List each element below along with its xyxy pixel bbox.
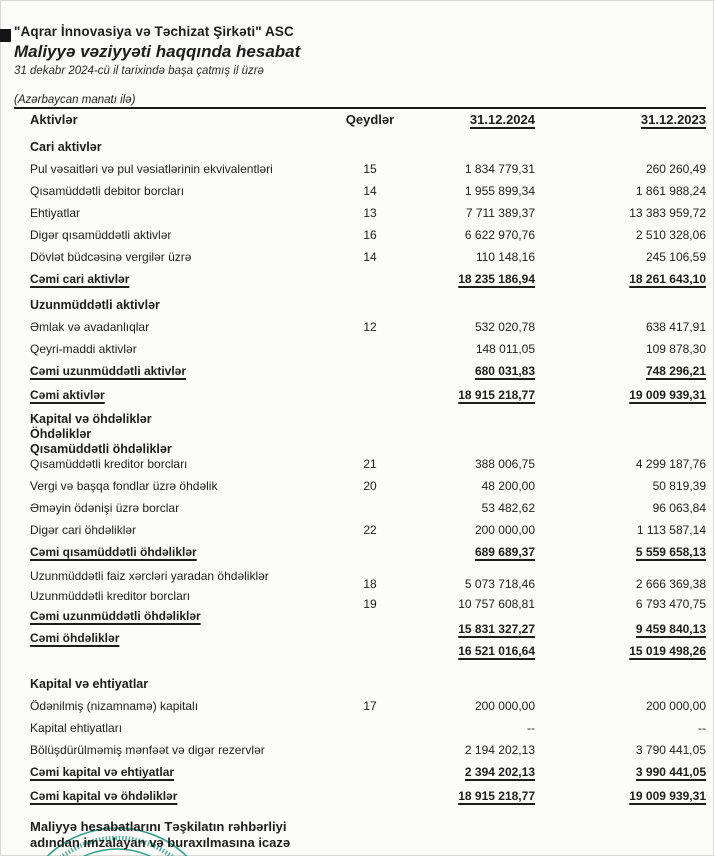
- row-value-2024: 18 915 218,77: [458, 388, 535, 402]
- row-label: Ödənilmiş (nizamnamə) kapitalı: [30, 699, 199, 713]
- row-label: Digər cari öhdəliklər: [30, 523, 137, 537]
- row-value-2023: 13 383 959,72: [629, 206, 706, 220]
- column-header-2024: 31.12.2024: [469, 112, 535, 127]
- row-note: 14: [363, 250, 377, 264]
- table-row: [30, 206, 706, 228]
- row-note: 18: [363, 577, 377, 591]
- row-note: 16: [363, 228, 377, 242]
- row-value-2024: --: [527, 721, 535, 735]
- row-note: 12: [363, 320, 377, 334]
- header-rule: [14, 107, 706, 109]
- column-header-assets: Aktivlər: [30, 112, 78, 127]
- document-footer: [30, 819, 680, 851]
- row-note: 22: [363, 523, 377, 537]
- row-value-2023: 19 009 939,31: [629, 388, 706, 402]
- table-row: [30, 184, 706, 206]
- row-value-2023: 748 296,21: [645, 364, 706, 378]
- row-label: Kapital ehtiyatları: [30, 721, 123, 735]
- total-row: [30, 789, 706, 813]
- row-value-2023: 260 260,49: [645, 162, 706, 176]
- row-label: Bölüşdürülməmiş mənfəət və digər rezervlər: [30, 743, 265, 757]
- row-value-2023: 5 559 658,13: [635, 545, 706, 559]
- section-row: [30, 298, 706, 320]
- row-label: Kapital və öhdəliklər: [30, 412, 152, 426]
- table-row: [30, 721, 706, 743]
- section-row: [30, 140, 706, 162]
- row-value-2024: 18 235 186,94: [458, 272, 535, 286]
- row-note: 15: [363, 162, 377, 176]
- company-name: "Aqrar İnnovasiya və Təchizat Şirkəti" ASC: [14, 24, 294, 39]
- table-row: [30, 228, 706, 250]
- row-label: Əməyin ödənişi üzrə borclar: [30, 501, 180, 515]
- row-value-2024: 532 020,78: [474, 320, 535, 334]
- row-label: Uzunmüddətli faiz xərcləri yaradan öhdəliklər: [30, 569, 269, 583]
- row-value-2023: 3 990 441,05: [635, 765, 706, 779]
- row-label: Cəmi aktivlər: [30, 388, 105, 402]
- table-row: [30, 589, 706, 609]
- row-label: Vergi və başqa fondlar üzrə öhdəlik: [30, 479, 218, 493]
- column-header-2023: 31.12.2023: [640, 112, 706, 127]
- total-row: [30, 272, 706, 296]
- row-value-2024: 1 834 779,31: [464, 162, 535, 176]
- row-value-2024: 53 482,62: [481, 501, 535, 515]
- footer-note-line1: Maliyyə hesabatlarını Təşkilatın rəhbərliyi: [30, 819, 287, 834]
- currency-note: (Azərbaycan manatı ilə): [14, 94, 136, 106]
- row-value-2024: 200 000,00: [474, 523, 535, 537]
- table-body: [30, 140, 706, 813]
- document-header: [14, 24, 706, 109]
- row-value-2024: 689 689,37: [474, 545, 535, 559]
- row-value-2024: 2 394 202,13: [464, 765, 535, 779]
- total-row: [30, 364, 706, 388]
- row-value-2024: 6 622 970,76: [464, 228, 535, 242]
- table-header-row: [30, 112, 706, 138]
- total-row: [30, 545, 706, 569]
- table-row: [30, 250, 706, 272]
- row-value-2024: 16 521 016,64: [458, 644, 535, 658]
- row-value-2023: 96 063,84: [652, 501, 706, 515]
- report-title: Maliyyə vəziyyəti haqqında hesabat: [14, 42, 301, 61]
- row-label: Cəmi kapital və ehtiyatlar: [30, 765, 175, 779]
- row-value-2024: 1 955 899,34: [464, 184, 535, 198]
- row-value-2024: 200 000,00: [474, 699, 535, 713]
- row-value-2023: --: [698, 721, 706, 735]
- row-note: 20: [363, 479, 377, 493]
- row-value-2024: 15 831 327,27: [458, 622, 535, 636]
- row-value-2023: 15 019 498,26: [629, 644, 706, 658]
- section-row: [30, 427, 706, 442]
- table-row: [30, 501, 706, 523]
- balance-sheet-table: [30, 112, 706, 813]
- row-note: 21: [363, 457, 377, 471]
- row-label: Cəmi uzunmüddətli aktivlər: [30, 364, 187, 378]
- column-header-notes: Qeydlər: [345, 112, 395, 127]
- table-row: [30, 699, 706, 721]
- row-note: 19: [363, 597, 377, 611]
- row-label: Cəmi uzunmüddətli öhdəliklər: [30, 609, 201, 623]
- row-label: Qısamüddətli öhdəliklər: [30, 442, 172, 456]
- row-value-2023: 1 113 587,14: [636, 523, 706, 537]
- row-label: Cəmi öhdəliklər: [30, 631, 120, 645]
- row-value-2024: 680 031,83: [474, 364, 535, 378]
- section-row: [30, 677, 706, 699]
- row-value-2023: 9 459 840,13: [635, 622, 706, 636]
- row-value-2023: 638 417,91: [645, 320, 706, 334]
- scan-artifact: [0, 29, 11, 42]
- row-label: Digər qısamüddətli aktivlər: [30, 228, 172, 242]
- row-label: Dövlət büdcəsinə vergilər üzrə: [30, 250, 192, 264]
- row-value-2023: 2 510 328,06: [635, 228, 706, 242]
- row-value-2024: 48 200,00: [481, 479, 535, 493]
- table-row: [30, 342, 706, 364]
- row-note: 13: [363, 206, 377, 220]
- table-row: [30, 320, 706, 342]
- row-value-2024: 110 148,16: [475, 250, 535, 264]
- row-label: Pul vəsaitləri və pul vəsiatlərinin ekvivalentləri: [30, 162, 273, 176]
- row-note: 14: [363, 184, 377, 198]
- row-value-2023: 4 299 187,76: [635, 457, 706, 471]
- table-row: [30, 479, 706, 501]
- row-note: 17: [363, 699, 377, 713]
- total-row: [30, 388, 706, 412]
- row-value-2023: 18 261 643,10: [629, 272, 706, 286]
- row-label: Cəmi cari aktivlər: [30, 272, 130, 286]
- total-row: [30, 765, 706, 789]
- table-row: [30, 743, 706, 765]
- row-label: Kapital və ehtiyatlar: [30, 677, 149, 691]
- report-period: 31 dekabr 2024-cü il tarixində başa çatmış il üzrə: [14, 65, 264, 77]
- row-label: Qısamüddətli debitor borcları: [30, 184, 185, 198]
- section-row: [30, 442, 706, 457]
- row-label: Qeyri-maddi aktivlər: [30, 342, 137, 356]
- table-row: [30, 523, 706, 545]
- row-label: Qısamüddətli kreditor borcları: [30, 457, 188, 471]
- row-value-2023: 2 666 369,38: [635, 577, 706, 591]
- row-value-2023: 245 106,59: [645, 250, 706, 264]
- row-value-2024: 5 073 718,46: [464, 577, 535, 591]
- row-value-2023: 19 009 939,31: [629, 789, 706, 803]
- table-row: [30, 162, 706, 184]
- row-value-2024: 388 006,75: [474, 457, 535, 471]
- row-value-2023: 50 819,39: [652, 479, 706, 493]
- row-value-2024: 148 011,05: [475, 342, 535, 356]
- row-value-2023: 200 000,00: [645, 699, 706, 713]
- row-label: Cəmi kapital və öhdəliklər: [30, 789, 178, 803]
- row-label: Uzunmüddətli kreditor borcları: [30, 589, 191, 603]
- row-label: Cəmi qısamüddətli öhdəliklər: [30, 545, 197, 559]
- row-value-2023: 1 861 988,24: [635, 184, 706, 198]
- row-value-2023: 3 790 441,05: [635, 743, 706, 757]
- row-value-2024: 18 915 218,77: [458, 789, 535, 803]
- row-value-2024: 10 757 608,81: [458, 597, 535, 611]
- table-row: [30, 457, 706, 479]
- row-label: Əmlak və avadanlıqlar: [30, 320, 150, 334]
- row-label: Ehtiyatlar: [30, 206, 81, 220]
- row-label: Öhdəliklər: [30, 427, 92, 441]
- row-value-2023: 109 878,30: [645, 342, 706, 356]
- row-label: Uzunmüddətli aktivlər: [30, 298, 160, 312]
- table-row: [30, 569, 706, 589]
- row-value-2024: 7 711 389,37: [465, 206, 535, 220]
- footer-note-line2: adından imzalayan və buraxılmasına icazə: [30, 835, 291, 850]
- row-value-2023: 6 793 470,75: [635, 597, 706, 611]
- row-value-2024: 2 194 202,13: [464, 743, 535, 757]
- row-label: Cari aktivlər: [30, 140, 102, 154]
- section-row: [30, 412, 706, 427]
- total-row: [30, 609, 706, 636]
